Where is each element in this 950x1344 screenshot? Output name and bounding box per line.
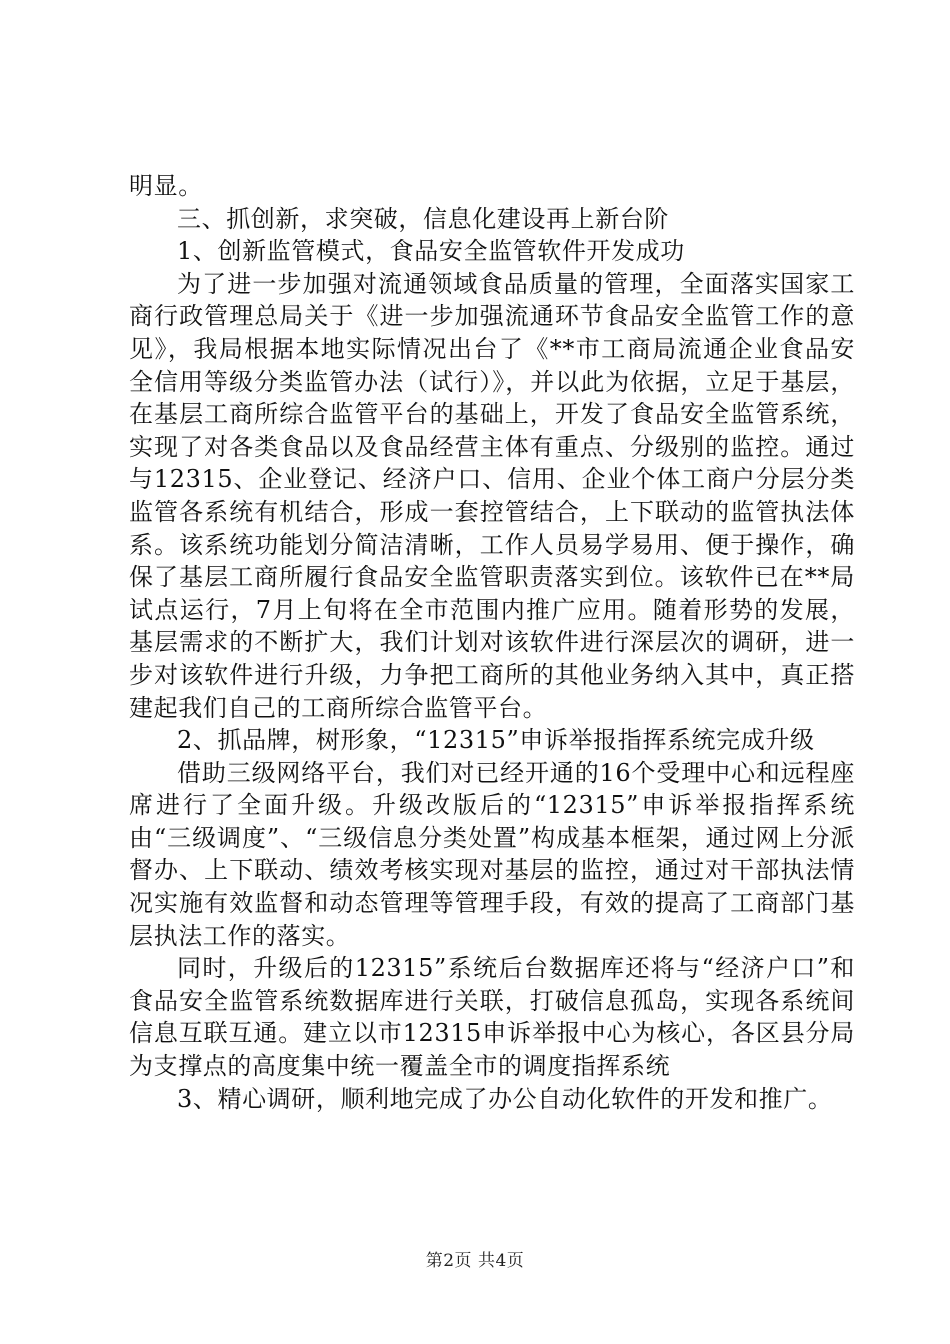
subsection-heading-3: 3、精心调研，顺利地完成了办公自动化软件的开发和推广。 <box>177 1084 833 1113</box>
document-body <box>129 170 855 1115</box>
section-heading-3: 三、抓创新，求突破，信息化建设再上新台阶 <box>177 204 669 233</box>
paragraph-continuation: 明显。 <box>129 172 203 200</box>
paragraph-food-safety-software: 为了进一步加强对流通领域食品质量的管理，全面落实国家工商行政管理总局关于《进一步加强流通环节食品安全监管工作的意见》，我局根据本地实际情况出台了《**市工商局流通企业食品安全信用等级分类监管办法（试行）》，并以此为依据，立足于基层，在基层工商所综合监管平台的基础上，开发了食品安全监管系统，实现了对各类食品以及食品经营主体有重点、分级别的监控。通过与12315、企业登记、经济户口、信用、企业个体工商户分层分类监管各系统有机结合，形成一套控管结合，上下联动的监管执法体系。该系统功能划分简洁清晰，工作人员易学易用、便于操作，确保了基层工商所履行食品安全监管职责落实到位。该软件已在**局试点运行，7月上旬将在全市范围内推广应用。随着形势的发展，基层需求的不断扩大，我们计划对该软件进行深层次的调研，进一步对该软件进行升级，力争把工商所的其他业务纳入其中，真正搭建起我们自己的工商所综合监管平台。 <box>129 269 855 722</box>
page-number-footer: 第2页 共4页 <box>425 1251 525 1271</box>
subsection-heading-1: 1、创新监管模式，食品安全监管软件开发成功 <box>177 237 685 266</box>
paragraph-12315-upgrade: 借助三级网络平台，我们对已经开通的16个受理中心和远程座席进行了全面升级。升级改版后的“12315”申诉举报指挥系统由“三级调度”、“三级信息分类处置”构成基本框架，通过网上分派督办、上下联动、绩效考核实现对基层的监控，通过对干部执法情况实施有效监督和动态管理等管理手段，有效的提高了工商部门基层执法工作的落实。 <box>129 758 855 950</box>
paragraph-database-link: 同时，升级后的12315”系统后台数据库还将与“经济户口”和食品安全监管系统数据库进行关联，打破信息孤岛，实现各系统间信息互联互通。建立以市12315申诉举报中心为核心，各区县分局为支撑点的高度集中统一覆盖全市的调度指挥系统 <box>129 954 855 1081</box>
subsection-heading-2: 2、抓品牌，树形象，“12315”申诉举报指挥系统完成升级 <box>177 726 815 755</box>
